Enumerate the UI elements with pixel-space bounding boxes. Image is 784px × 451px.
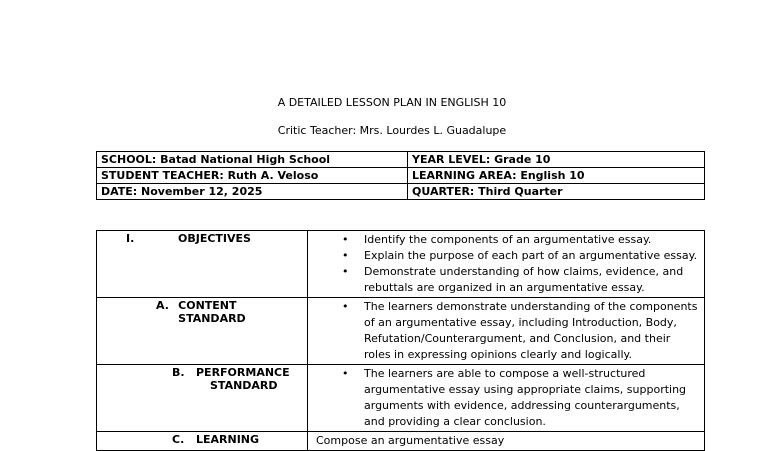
student-teacher-cell: STUDENT TEACHER: Ruth A. Veloso (97, 168, 408, 184)
list-item (312, 366, 700, 430)
bullet-icon: • (342, 233, 349, 246)
content-standard-heading-cell (97, 298, 308, 365)
content-standard-label: CONTENT STANDARD (178, 299, 246, 325)
learning-text: Compose an argumentative essay (316, 434, 505, 447)
list-item (312, 248, 700, 264)
performance-standard-label-cont: STANDARD (210, 379, 278, 392)
list-item (312, 299, 700, 363)
objective-text: Identify the components of an argumentative essay. (364, 233, 652, 246)
critic-teacher: Critic Teacher: Mrs. Lourdes L. Guadalupe (277, 124, 507, 137)
quarter-cell: QUARTER: Third Quarter (408, 184, 705, 200)
year-level-cell: YEAR LEVEL: Grade 10 (408, 152, 705, 168)
school-cell: SCHOOL: Batad National High School (97, 152, 408, 168)
performance-standard-number: B. (172, 366, 185, 379)
objectives-heading-cell (97, 231, 308, 298)
performance-standard-text: The learners are able to compose a well-structured argumentative essay using appropriate claims, supporting arguments with evidence, addressing counterarguments, and providing a clear conclusion. (364, 367, 687, 428)
date-cell: DATE: November 12, 2025 (97, 184, 408, 200)
list-item (312, 232, 700, 248)
performance-standard-content-cell (308, 365, 705, 432)
performance-standard-label: PERFORMANCE (196, 366, 290, 379)
bullet-icon: • (342, 367, 349, 380)
lesson-plan-title: A DETAILED LESSON PLAN IN ENGLISH 10 (277, 96, 507, 109)
info-row (97, 184, 705, 200)
objectives-row (97, 231, 705, 298)
list-item (312, 264, 700, 296)
objectives-label: OBJECTIVES (178, 232, 251, 245)
bullet-icon: • (342, 300, 349, 313)
content-standard-content-cell (308, 298, 705, 365)
info-row (97, 152, 705, 168)
objective-text: Explain the purpose of each part of an argumentative essay. (364, 249, 698, 262)
learning-label: LEARNING (196, 433, 260, 446)
content-standard-row (97, 298, 705, 365)
objectives-number: I. (126, 232, 135, 245)
bullet-icon: • (342, 249, 349, 262)
performance-standard-row (97, 365, 705, 432)
learning-area-cell: LEARNING AREA: English 10 (408, 168, 705, 184)
content-standard-number: A. (156, 299, 169, 312)
learning-heading-cell (97, 432, 308, 451)
objectives-content-cell (308, 231, 705, 298)
info-row (97, 168, 705, 184)
info-table (96, 151, 705, 200)
learning-content-cell (308, 432, 705, 451)
content-standard-text: The learners demonstrate understanding of the components of an argumentative essay, including Introduction, Body, Refutation/Counterargument, and Conclusion, and their roles in expressing opinions clearly and logically. (364, 300, 698, 361)
objective-text: Demonstrate understanding of how claims, evidence, and rebuttals are organized in an argumentative essay. (364, 265, 684, 294)
bullet-icon: • (342, 265, 349, 278)
lesson-table (96, 230, 705, 451)
performance-standard-heading-cell (97, 365, 308, 432)
learning-row (97, 432, 705, 451)
learning-number: C. (172, 433, 185, 446)
